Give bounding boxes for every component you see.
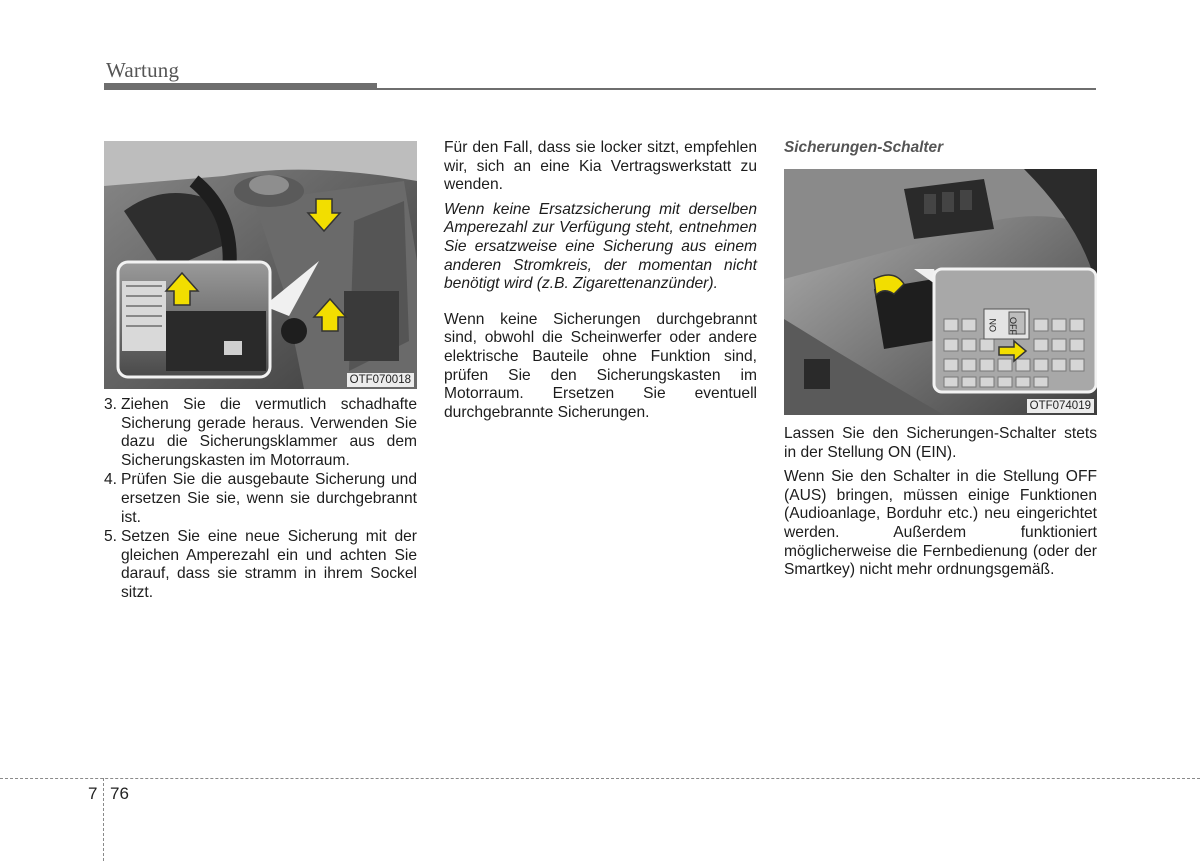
engine-bay-illustration — [104, 141, 417, 389]
list-item-number: 4. — [104, 471, 118, 489]
dashboard-illustration — [784, 169, 1097, 415]
list-item — [104, 471, 417, 527]
paragraph: Für den Fall, dass sie locker sitzt, empfehlen wir, sich an eine Kia Vertragswerkstatt zu wenden. — [444, 139, 757, 194]
paragraph: Wenn Sie den Schalter in die Stellung OFF (AUS) bringen, müssen einige Funktionen (Audioanlage, Borduhr etc.) neu eingerichtet werden. Außerdem funktioniert möglicherweise die Fernbedienung (oder der Smartkey) nicht mehr ordnungsgemäß. — [784, 468, 1097, 579]
figure-code: OTF070018 — [347, 373, 414, 387]
list-item-number: 5. — [104, 528, 118, 546]
footer-divider — [0, 778, 1200, 779]
section-title: Wartung — [106, 58, 180, 82]
italic-note: Wenn keine Ersatzsicherung mit derselben Amperezahl zur Verfügung steht, entnehmen Sie ersatzweise eine Sicherung aus einem anderen Stromkreis, der momentan nicht benötigt wird (z.B. Zigarettenanzünder). — [444, 200, 757, 293]
list-item — [104, 396, 417, 470]
subsection-heading: Sicherungen-Schalter — [784, 139, 944, 156]
list-item-text: Prüfen Sie die ausgebaute Sicherung und ersetzen Sie sie, wenn sie durchgebrannt ist. — [121, 471, 417, 526]
header-rule-thick — [104, 83, 377, 90]
switch-on-label: ON — [988, 318, 998, 332]
figure-code: OTF074019 — [1027, 399, 1094, 413]
chapter-number: 7 — [88, 784, 98, 803]
footer-vertical-divider — [103, 778, 104, 861]
list-item-text: Ziehen Sie die vermutlich schadhafte Sicherung gerade heraus. Verwenden Sie dazu die Sicherungsklammer aus dem Sicherungskasten im Motorraum. — [121, 396, 417, 469]
column-middle — [444, 139, 757, 422]
column-left — [104, 396, 417, 604]
list-item-text: Setzen Sie eine neue Sicherung mit der gleichen Amperezahl ein und achten Sie darauf, dass sie stramm in ihrem Sockel sitzt. — [121, 528, 417, 601]
list-item-number: 3. — [104, 396, 118, 413]
column-right — [784, 425, 1097, 580]
header-rule-thin — [377, 88, 1096, 90]
column-right-heading — [784, 139, 1097, 170]
page-number: 76 — [110, 784, 129, 803]
paragraph: Wenn keine Sicherungen durchgebrannt sind, obwohl die Scheinwerfer oder andere elektrische Bauteile ohne Funktion sind, prüfen Sie den Sicherungskasten im Motorraum. Ersetzen Sie eventuell durchgebrannte Sicherungen. — [444, 310, 757, 421]
engine-fuse-box-figure — [104, 141, 417, 389]
fuse-switch-figure — [784, 169, 1097, 415]
paragraph: Lassen Sie den Sicherungen-Schalter stets in der Stellung ON (EIN). — [784, 425, 1097, 461]
list-item — [104, 528, 417, 602]
switch-off-label: OFF — [1008, 317, 1018, 335]
